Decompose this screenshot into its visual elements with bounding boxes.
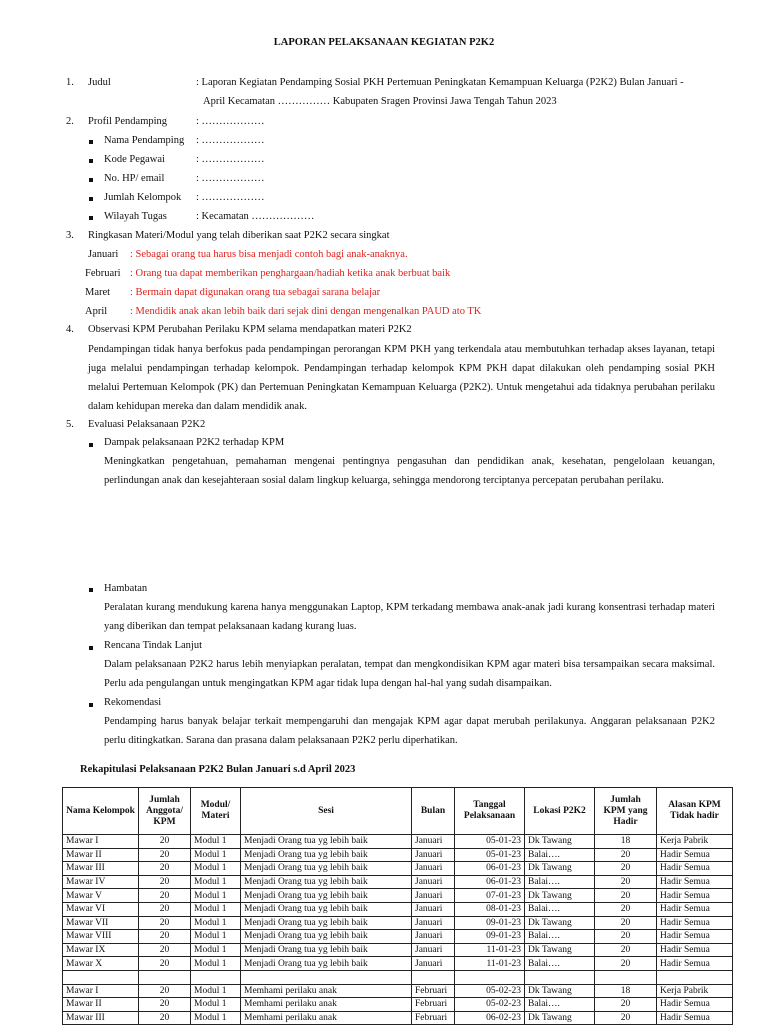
section-2-label: Profil Pendamping	[88, 116, 168, 127]
hambatan-text: Peralatan kurang mendukung karena hanya menggunakan Laptop, KPM terkadang membawa anak-anak jadi kurang konsentrasi terhadap materi yang diberikan dan tempat pelaksanaan kadang kurang luas.	[104, 602, 715, 632]
profile-label: Wilayah Tugas	[104, 211, 167, 222]
cell-bulan: Januari	[412, 862, 455, 876]
cell-lokasi: Balai….	[525, 875, 595, 889]
column-header: Bulan	[412, 788, 455, 835]
cell-nama-kelompok: Mawar II	[63, 998, 139, 1012]
cell-bulan: Januari	[412, 875, 455, 889]
month-label: Januari	[88, 249, 119, 260]
table-row	[63, 984, 733, 998]
column-header: Lokasi P2K2	[525, 788, 595, 835]
cell-sesi: Menjadi Orang tua yg lebih baik	[241, 916, 412, 930]
cell-nama-kelompok: Mawar IX	[63, 943, 139, 957]
cell-jumlah-anggota: 20	[139, 984, 191, 998]
profile-value: : Kecamatan ………………	[196, 211, 315, 222]
cell-modul: Modul 1	[191, 862, 241, 876]
profile-label: Kode Pegawai	[104, 154, 165, 165]
cell-bulan: Februari	[412, 1011, 455, 1025]
cell-jumlah-anggota: 20	[139, 916, 191, 930]
table-row	[63, 862, 733, 876]
cell-bulan: Februari	[412, 984, 455, 998]
cell-sesi: Menjadi Orang tua yg lebih baik	[241, 943, 412, 957]
cell-modul: Modul 1	[191, 998, 241, 1012]
bullet-icon	[89, 140, 93, 144]
table-row	[63, 930, 733, 944]
rekomendasi-text: Pendamping harus banyak belajar terkait mempengaruhi dan mengajak KPM agar dapat merubah perilakunya. Anggaran pelaksanaan P2K2 perlu ditingkatkan. Sarana dan prasana dalam pelaksanaan P2K2 perlu diperhatikan.	[104, 716, 715, 746]
cell-lokasi: Dk Tawang	[525, 889, 595, 903]
rencana-text: Dalam pelaksanaan P2K2 harus lebih menyiapkan peralatan, tempat dan mengkondisikan KPM agar materi bisa tersampaikan secara maksimal. Perlu ada pengulangan untuk mengingatkan KPM agar tidak lupa dengan hal-hal yang sudah disampaikan.	[104, 659, 715, 689]
column-header: Modul/ Materi	[191, 788, 241, 835]
cell-tanggal: 11-01-23	[455, 943, 525, 957]
cell-lokasi: Dk Tawang	[525, 943, 595, 957]
cell-lokasi: Dk Tawang	[525, 862, 595, 876]
cell-alasan: Hadir Semua	[657, 862, 733, 876]
cell-lokasi: Balai….	[525, 902, 595, 916]
cell-tanggal: 06-02-23	[455, 1011, 525, 1025]
cell-tanggal: 08-01-23	[455, 902, 525, 916]
bullet-icon	[89, 443, 93, 447]
month-summary: : Bermain dapat digunakan orang tua sebagai sarana belajar	[130, 287, 381, 298]
cell-jumlah-anggota: 20	[139, 862, 191, 876]
section-1-line2: April Kecamatan …………… Kabupaten Sragen Provinsi Jawa Tengah Tahun 2023	[203, 96, 557, 107]
section-3-number: 3.	[66, 230, 74, 241]
cell-jumlah-hadir	[595, 970, 657, 984]
cell-jumlah-anggota: 20	[139, 875, 191, 889]
column-header: Nama Kelompok	[63, 788, 139, 835]
table-header-row	[63, 788, 733, 835]
section-1-label: Judul	[88, 77, 111, 88]
table-body	[63, 835, 733, 1025]
cell-sesi: Memhami perilaku anak	[241, 1011, 412, 1025]
cell-modul: Modul 1	[191, 984, 241, 998]
section-1-line1: : Laporan Kegiatan Pendamping Sosial PKH Pertemuan Peningkatan Kemampuan Keluarga (P2K2) Bulan Januari -	[196, 77, 684, 88]
table-row	[63, 835, 733, 849]
profile-value: : ………………	[196, 154, 265, 165]
month-label: Maret	[85, 287, 111, 298]
cell-nama-kelompok: Mawar IV	[63, 875, 139, 889]
cell-tanggal: 05-02-23	[455, 998, 525, 1012]
cell-modul: Modul 1	[191, 930, 241, 944]
cell-modul	[191, 970, 241, 984]
rencana-label: Rencana Tindak Lanjut	[104, 640, 202, 651]
cell-jumlah-hadir: 20	[595, 930, 657, 944]
cell-nama-kelompok: Mawar III	[63, 1011, 139, 1025]
cell-lokasi: Balai….	[525, 998, 595, 1012]
table-row	[63, 889, 733, 903]
cell-jumlah-hadir: 20	[595, 902, 657, 916]
cell-modul: Modul 1	[191, 875, 241, 889]
month-summary: : Mendidik anak akan lebih baik dari sejak dini dengan mengenalkan PAUD ato TK	[130, 306, 482, 317]
cell-alasan: Hadir Semua	[657, 957, 733, 971]
cell-nama-kelompok: Mawar VII	[63, 916, 139, 930]
cell-alasan: Hadir Semua	[657, 943, 733, 957]
cell-jumlah-anggota: 20	[139, 998, 191, 1012]
cell-alasan: Hadir Semua	[657, 848, 733, 862]
cell-bulan: Januari	[412, 943, 455, 957]
cell-jumlah-hadir: 20	[595, 998, 657, 1012]
cell-jumlah-anggota: 20	[139, 943, 191, 957]
cell-bulan: Januari	[412, 902, 455, 916]
cell-lokasi: Dk Tawang	[525, 916, 595, 930]
cell-sesi: Menjadi Orang tua yg lebih baik	[241, 902, 412, 916]
cell-sesi: Menjadi Orang tua yg lebih baik	[241, 957, 412, 971]
cell-nama-kelompok: Mawar VI	[63, 902, 139, 916]
cell-modul: Modul 1	[191, 943, 241, 957]
cell-jumlah-anggota: 20	[139, 957, 191, 971]
profile-value: : ………………	[196, 135, 265, 146]
cell-sesi: Memhami perilaku anak	[241, 984, 412, 998]
cell-tanggal: 05-01-23	[455, 848, 525, 862]
rekap-table	[62, 787, 733, 1025]
cell-tanggal	[455, 970, 525, 984]
cell-jumlah-hadir: 20	[595, 848, 657, 862]
cell-lokasi: Dk Tawang	[525, 835, 595, 849]
cell-alasan: Hadir Semua	[657, 930, 733, 944]
table-row	[63, 916, 733, 930]
hambatan-label: Hambatan	[104, 583, 148, 594]
cell-jumlah-hadir: 20	[595, 875, 657, 889]
cell-jumlah-anggota: 20	[139, 889, 191, 903]
cell-tanggal: 06-01-23	[455, 862, 525, 876]
cell-nama-kelompok	[63, 970, 139, 984]
cell-tanggal: 11-01-23	[455, 957, 525, 971]
cell-alasan: Hadir Semua	[657, 875, 733, 889]
cell-jumlah-hadir: 20	[595, 957, 657, 971]
cell-tanggal: 09-01-23	[455, 916, 525, 930]
table-row	[63, 875, 733, 889]
section-4-label: Observasi KPM Perubahan Perilaku KPM selama mendapatkan materi P2K2	[88, 324, 412, 335]
cell-sesi: Menjadi Orang tua yg lebih baik	[241, 930, 412, 944]
cell-sesi: Menjadi Orang tua yg lebih baik	[241, 875, 412, 889]
profile-label: Jumlah Kelompok	[104, 192, 182, 203]
profile-label: Nama Pendamping	[104, 135, 185, 146]
cell-jumlah-anggota: 20	[139, 902, 191, 916]
cell-alasan: Hadir Semua	[657, 916, 733, 930]
cell-lokasi: Balai….	[525, 930, 595, 944]
section-5-label: Evaluasi Pelaksanaan P2K2	[88, 419, 206, 430]
section-1-number: 1.	[66, 77, 74, 88]
cell-sesi: Memhami perilaku anak	[241, 998, 412, 1012]
table-row	[63, 848, 733, 862]
cell-alasan: Hadir Semua	[657, 889, 733, 903]
table-row	[63, 957, 733, 971]
bullet-icon	[89, 197, 93, 201]
cell-nama-kelompok: Mawar II	[63, 848, 139, 862]
cell-nama-kelompok: Mawar VIII	[63, 930, 139, 944]
rekomendasi-label: Rekomendasi	[104, 697, 162, 708]
cell-modul: Modul 1	[191, 957, 241, 971]
column-header: Tanggal Pelaksanaan	[455, 788, 525, 835]
cell-jumlah-anggota: 20	[139, 1011, 191, 1025]
table-row	[63, 943, 733, 957]
column-header: Alasan KPM Tidak hadir	[657, 788, 733, 835]
cell-modul: Modul 1	[191, 848, 241, 862]
month-label: Februari	[85, 268, 121, 279]
cell-jumlah-hadir: 18	[595, 835, 657, 849]
cell-bulan: Januari	[412, 889, 455, 903]
cell-bulan: Februari	[412, 998, 455, 1012]
month-label: April	[85, 306, 108, 317]
profile-label: No. HP/ email	[104, 173, 165, 184]
column-header: Jumlah KPM yang Hadir	[595, 788, 657, 835]
table-row	[63, 970, 733, 984]
cell-jumlah-hadir: 20	[595, 943, 657, 957]
table-row	[63, 998, 733, 1012]
cell-alasan: Kerja Pabrik	[657, 835, 733, 849]
cell-bulan: Januari	[412, 957, 455, 971]
cell-tanggal: 06-01-23	[455, 875, 525, 889]
section-2-number: 2.	[66, 116, 74, 127]
cell-sesi	[241, 970, 412, 984]
document-title: LAPORAN PELAKSANAAN KEGIATAN P2K2	[273, 37, 495, 48]
cell-modul: Modul 1	[191, 889, 241, 903]
cell-sesi: Menjadi Orang tua yg lebih baik	[241, 848, 412, 862]
cell-alasan: Hadir Semua	[657, 998, 733, 1012]
profile-value: : ………………	[196, 173, 265, 184]
section-2-value: : ………………	[196, 116, 265, 127]
bullet-icon	[89, 703, 93, 707]
cell-jumlah-hadir: 20	[595, 1011, 657, 1025]
cell-tanggal: 07-01-23	[455, 889, 525, 903]
cell-nama-kelompok: Mawar V	[63, 889, 139, 903]
cell-lokasi: Balai….	[525, 848, 595, 862]
cell-lokasi: Dk Tawang	[525, 1011, 595, 1025]
cell-jumlah-anggota: 20	[139, 848, 191, 862]
bullet-icon	[89, 216, 93, 220]
column-header: Sesi	[241, 788, 412, 835]
cell-tanggal: 09-01-23	[455, 930, 525, 944]
cell-nama-kelompok: Mawar I	[63, 984, 139, 998]
cell-jumlah-hadir: 20	[595, 916, 657, 930]
cell-bulan: Januari	[412, 835, 455, 849]
cell-bulan	[412, 970, 455, 984]
cell-sesi: Menjadi Orang tua yg lebih baik	[241, 889, 412, 903]
dampak-label: Dampak pelaksanaan P2K2 terhadap KPM	[104, 437, 285, 448]
cell-alasan: Hadir Semua	[657, 902, 733, 916]
bullet-icon	[89, 159, 93, 163]
profile-value: : ………………	[196, 192, 265, 203]
dampak-text: Meningkatkan pengetahuan, pemahaman mengenai pentingnya pengasuhan dan pendidikan anak, kesehatan, pengelolaan keuangan, perlindungan anak dan kesejahteraan sosial dalam lingkup keluarga, sehingga mendorong terciptanya percepatan perubahan perilaku.	[104, 456, 715, 486]
cell-bulan: Januari	[412, 930, 455, 944]
cell-modul: Modul 1	[191, 835, 241, 849]
rekap-title: Rekapitulasi Pelaksanaan P2K2 Bulan Januari s.d April 2023	[80, 764, 356, 775]
section-4-number: 4.	[66, 324, 74, 335]
cell-jumlah-hadir: 18	[595, 984, 657, 998]
cell-sesi: Menjadi Orang tua yg lebih baik	[241, 862, 412, 876]
bullet-icon	[89, 588, 93, 592]
cell-lokasi	[525, 970, 595, 984]
cell-modul: Modul 1	[191, 1011, 241, 1025]
cell-lokasi: Balai….	[525, 957, 595, 971]
cell-alasan: Hadir Semua	[657, 1011, 733, 1025]
month-summary: : Sebagai orang tua harus bisa menjadi contoh bagi anak-anaknya.	[130, 249, 408, 260]
cell-modul: Modul 1	[191, 916, 241, 930]
table-row	[63, 902, 733, 916]
cell-nama-kelompok: Mawar III	[63, 862, 139, 876]
cell-jumlah-anggota	[139, 970, 191, 984]
cell-sesi: Menjadi Orang tua yg lebih baik	[241, 835, 412, 849]
cell-jumlah-anggota: 20	[139, 930, 191, 944]
section-3-label: Ringkasan Materi/Modul yang telah diberikan saat P2K2 secara singkat	[88, 230, 390, 241]
cell-modul: Modul 1	[191, 902, 241, 916]
section-4-paragraph: Pendampingan tidak hanya berfokus pada pendampingan perorangan KPM PKH yang terkendala atau membutuhkan terhadap akses layanan, tetapi juga melalui pendampingan terhadap kelompok. Pendampingan terhadap kelompok KPM PKH dapat dilakukan oleh pendamping sosial PKH melalui Pertemuan Kelompok (PK) dan Pertemuan Peningkatan Kemampuan Keluarga (P2K2). Untuk mengetahui ada tidaknya perubahan perilaku dalam kehidupan mereka dan dalam mendidik anak.	[88, 344, 715, 412]
cell-nama-kelompok: Mawar I	[63, 835, 139, 849]
cell-jumlah-hadir: 20	[595, 862, 657, 876]
cell-bulan: Januari	[412, 848, 455, 862]
cell-tanggal: 05-01-23	[455, 835, 525, 849]
month-summary: : Orang tua dapat memberikan penghargaan/hadiah ketika anak berbuat baik	[130, 268, 451, 279]
cell-alasan	[657, 970, 733, 984]
cell-jumlah-hadir: 20	[595, 889, 657, 903]
cell-lokasi: Dk Tawang	[525, 984, 595, 998]
cell-tanggal: 05-02-23	[455, 984, 525, 998]
table-row	[63, 1011, 733, 1025]
column-header: Jumlah Anggota/ KPM	[139, 788, 191, 835]
cell-bulan: Januari	[412, 916, 455, 930]
cell-jumlah-anggota: 20	[139, 835, 191, 849]
section-5-number: 5.	[66, 419, 74, 430]
bullet-icon	[89, 646, 93, 650]
bullet-icon	[89, 178, 93, 182]
cell-alasan: Kerja Pabrik	[657, 984, 733, 998]
cell-nama-kelompok: Mawar X	[63, 957, 139, 971]
